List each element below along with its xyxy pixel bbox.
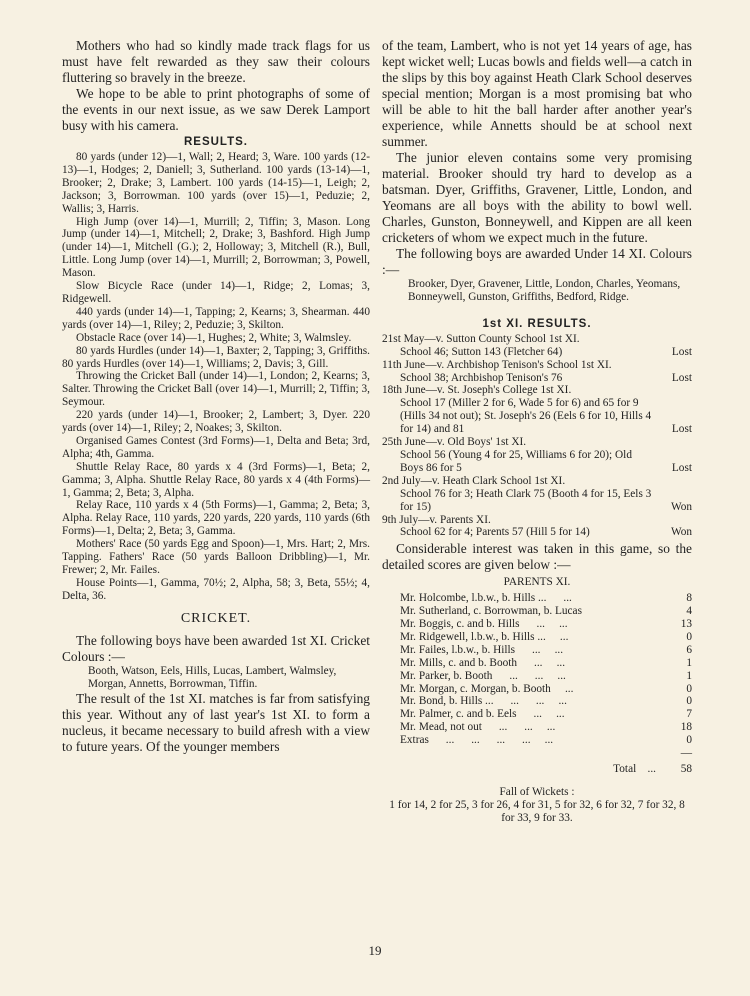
match-score-row: [382, 488, 692, 514]
result-paragraph: High Jump (over 14)—1, Murrill; 2, Tiffin; 3, Mason. Long Jump (under 14)—1, Mitchell; 2, Drake; 3, Bashford. High Jump (under 14)—1, Mitchell (G.); 2, Holloway; 3, Mitchell (R.), Bull, Little. Long Jump (over 14)—1, Murrill; 2, Borrowman; 3, Powell, Mason.: [62, 215, 370, 280]
match-entry: [382, 436, 692, 475]
batsman-runs: 8: [686, 592, 692, 605]
batsman-row: [400, 721, 692, 734]
match-fixture: 18th June—v. St. Joseph's College 1st XI.: [382, 384, 572, 397]
results-heading: RESULTS.: [183, 136, 248, 148]
total-label: Total ...: [613, 763, 656, 775]
right-column: [382, 38, 692, 825]
match-fixture: 9th July—v. Parents XI.: [382, 513, 491, 526]
batsman-row: [400, 670, 692, 683]
match-score-row: [382, 526, 692, 539]
batsman-row: [400, 592, 692, 605]
result-paragraph: Organised Games Contest (3rd Forms)—1, Delta and Beta; 3rd, Alpha; 4th, Gamma.: [62, 434, 370, 460]
batsman-row: [400, 657, 692, 670]
cricket-paragraph: The result of the 1st XI. matches is far from satisfying this year. Without any of last year's 1st XI. to form a nucleus, it became necessary to build afresh with a view to future years. Of the younger members: [62, 690, 370, 754]
batsman-runs: 0: [686, 630, 692, 643]
batsman-runs: 1: [686, 669, 692, 682]
batsman-dismissal: Mr. Bond, b. Hills ... ... ... ...: [400, 695, 567, 708]
scorecard-total: [400, 763, 692, 776]
match-fixture: 21st May—v. Sutton County School 1st XI.: [382, 332, 580, 345]
match-outcome: Lost: [671, 371, 692, 384]
match-score: School 62 for 4; Parents 57 (Hill 5 for 14): [400, 526, 590, 539]
match-score: School 76 for 3; Heath Clark 75 (Booth 4 for 15, Eels 3 for 15): [400, 487, 652, 513]
match-score: School 38; Archbishop Tenison's 76: [400, 371, 563, 384]
result-paragraph: Slow Bicycle Race (under 14)—1, Ridge; 2, Lomas; 3, Ridgewell.: [62, 280, 370, 305]
match-score: School 46; Sutton 143 (Fletcher 64): [400, 345, 563, 358]
under14-intro: The following boys are awarded Under 14 XI. Colours :—: [382, 246, 692, 277]
batsman-runs: 13: [680, 618, 692, 631]
match-score: School 56 (Young 4 for 25, Williams 6 for 20); Old Boys 86 for 5: [400, 448, 632, 474]
batsman-row: [400, 618, 692, 631]
batsman-dismissal: Extras ... ... ... ... ...: [400, 734, 554, 747]
first-xi-results-heading: 1st XI. RESULTS.: [482, 317, 592, 330]
match-entry: [382, 514, 692, 540]
match-fixture: 11th June—v. Archbishop Tenison's School 1st XI.: [382, 358, 612, 371]
match-fixture: 2nd July—v. Heath Clark School 1st XI.: [382, 474, 566, 487]
result-paragraph: 440 yards (under 14)—1, Tapping; 2, Kearns; 3, Shearman. 440 yards (over 14)—1, Riley; 2, Peduzie; 3, Skilton.: [62, 305, 370, 331]
match-score: School 17 (Miller 2 for 6, Wade 5 for 6) and 65 for 9 (Hills 34 not out); St. Joseph's 26 (Eels 6 for 10, Hills 4 for 14) and 81: [400, 397, 652, 436]
batsman-row: [400, 644, 692, 657]
match-score-row: [382, 397, 692, 436]
match-fixture: 25th June—v. Old Boys' 1st XI.: [382, 436, 527, 449]
cricket-colours-names: Booth, Watson, Eels, Hills, Lucas, Lambert, Walmsley, Morgan, Annetts, Borrowman, Tiffin.: [88, 664, 337, 690]
intro-paragraph-1: Mothers who had so kindly made track flags for us must have felt rewarded as they saw their colours fluttering so bravely in the breeze.: [62, 38, 370, 85]
fall-of-wickets-heading: Fall of Wickets :: [499, 785, 575, 798]
result-paragraph: 80 yards (under 12)—1, Wall; 2, Heard; 3, Ware. 100 yards (12-13)—1, Hodges; 2, Daniell; 3, Sutherland. 100 yards (13-14)—1, Brooker; 2, Drake; 3, Lambert. 100 yards (14-15)—1, Leigh; 2, Jackson; 3, Borrowman. 100 yards (over 15)—1, Peduzie; 2, Wallis; 3, Harris.: [62, 151, 370, 215]
cricket-intro: The following boys have been awarded 1st XI. Cricket Colours :—: [62, 632, 370, 664]
total-value: 58: [680, 763, 692, 775]
batsman-runs: 0: [686, 682, 692, 695]
intro-paragraph-2: We hope to be able to print photographs of some of the events in our next issue, as we saw Derek Lamport busy with his camera.: [62, 86, 370, 133]
result-paragraph: Relay Race, 110 yards x 4 (5th Forms)—1, Gamma; 2, Beta; 3, Alpha. Relay Race, 110 yards, 220 yards, 220 yards, 110 yards (6th Forms)—1, Delta; 2, Beta; 3, Gamma.: [62, 499, 370, 538]
batsman-row: [400, 695, 692, 708]
batsman-row: [400, 683, 692, 696]
cricket-heading: CRICKET.: [180, 610, 252, 626]
match-entry: [382, 359, 692, 385]
result-paragraph: Mothers' Race (50 yards Egg and Spoon)—1, Mrs. Hart; 2, Mrs. Tapping. Fathers' Race (50 yards Balloon Dribbling)—1, Mr. Frewer; 2, Mr. Failes.: [62, 538, 370, 576]
batsman-row: [400, 734, 692, 747]
match-outcome: Won: [670, 526, 692, 539]
interest-paragraph: Considerable interest was taken in this game, so the detailed scores are given below :—: [382, 541, 692, 573]
batsman-row: [400, 708, 692, 721]
fall-of-wickets-text: 1 for 14, 2 for 25, 3 for 26, 4 for 31, 5 for 32, 6 for 32, 7 for 32, 8 for 33, 9 for 33.: [389, 798, 685, 824]
result-paragraph: Shuttle Relay Race, 80 yards x 4 (3rd Forms)—1, Beta; 2, Gamma; 3, Alpha. Shuttle Relay Race, 80 yards x 4 (4th Forms)—1, Gamma; 2, Beta; 3, Alpha.: [62, 460, 370, 499]
batsman-dismissal: Mr. Ridgewell, l.b.w., b. Hills ... ...: [400, 630, 569, 643]
batsman-runs: 1: [686, 656, 692, 669]
junior-paragraph: The junior eleven contains some very promising material. Brooker should try hard to develop as a batsman. Dyer, Griffiths, Gravener, Little, London, and Yeomans are all boys with the ability to bowl well. Charles, Gunston, Bonneywell, and Kippen are all keen cricketers of whom we expect much in the future.: [382, 150, 692, 245]
batsman-dismissal: Mr. Mead, not out ... ... ...: [400, 721, 556, 734]
result-paragraph: 220 yards (under 14)—1, Brooker; 2, Lambert; 3, Dyer. 220 yards (over 14)—1, Riley; 2, Noakes; 3, Skilton.: [62, 409, 370, 435]
results-list: [62, 151, 370, 603]
under14-names: Brooker, Dyer, Gravener, Little, London, Charles, Yeomans, Bonneywell, Gunston, Griffiths, Bedford, Ridge.: [408, 278, 681, 303]
left-column: [62, 38, 370, 755]
result-paragraph: House Points—1, Gamma, 70½; 2, Alpha, 58; 3, Beta, 55½; 4, Delta, 36.: [62, 576, 370, 602]
match-outcome: Won: [670, 500, 692, 513]
batsman-dismissal: Mr. Holcombe, l.b.w., b. Hills ... ...: [400, 592, 572, 605]
batsman-runs: 4: [686, 605, 692, 618]
scorecard-rule: —: [680, 747, 692, 760]
match-entry: [382, 384, 692, 436]
result-paragraph: 80 yards Hurdles (under 14)—1, Baxter; 2, Tapping; 3, Griffiths. 80 yards Hurdles (over 14)—1, Williams; 2, Davis; 3, Gill.: [62, 344, 370, 370]
batsman-dismissal: Mr. Mills, c. and b. Booth ... ...: [400, 656, 566, 669]
match-entry: [382, 475, 692, 514]
batsman-runs: 7: [686, 708, 692, 721]
result-paragraph: Obstacle Race (over 14)—1, Hughes; 2, White; 3, Walmsley.: [76, 331, 352, 344]
result-paragraph: Throwing the Cricket Ball (under 14)—1, London; 2, Kearns; 3, Salter. Throwing the Cricket Ball (over 14)—1, Murrill; 2, Tiffin; 3, Seymour.: [62, 370, 370, 409]
batsman-dismissal: Mr. Parker, b. Booth ... ... ...: [400, 669, 566, 682]
batsman-runs: 18: [680, 721, 692, 734]
match-outcome: Lost: [671, 461, 692, 474]
match-score-row: [382, 372, 692, 385]
batsman-dismissal: Mr. Failes, l.b.w., b. Hills ... ...: [400, 643, 564, 656]
batsman-runs: 6: [686, 643, 692, 656]
batsman-runs: 0: [686, 734, 692, 747]
batsman-dismissal: Mr. Sutherland, c. Borrowman, b. Lucas: [400, 605, 582, 618]
batsman-row: [400, 605, 692, 618]
match-entry: [382, 333, 692, 359]
batsman-runs: 0: [686, 695, 692, 708]
match-score-row: [382, 346, 692, 359]
batsman-row: [400, 631, 692, 644]
matches-list: [382, 333, 692, 540]
match-score-row: [382, 449, 692, 475]
match-outcome: Lost: [671, 423, 692, 436]
batsman-dismissal: Mr. Boggis, c. and b. Hills ... ...: [400, 618, 568, 631]
match-outcome: Lost: [671, 345, 692, 358]
parents-heading: PARENTS XI.: [503, 576, 571, 589]
continued-paragraph: of the team, Lambert, who is not yet 14 years of age, has kept wicket well; Lucas bowls and fields well—a catch in the slips by this boy against Heath Clark School deserves special mention; Morgan is a most promising bat who will be able to hit the ball harder after another year's experience, while Annetts should be at school next summer.: [382, 38, 692, 149]
batsman-dismissal: Mr. Morgan, c. Morgan, b. Booth ...: [400, 682, 574, 695]
batsman-dismissal: Mr. Palmer, c. and b. Eels ... ...: [400, 708, 565, 721]
scorecard: [382, 592, 692, 747]
page-number: 19: [368, 943, 382, 958]
